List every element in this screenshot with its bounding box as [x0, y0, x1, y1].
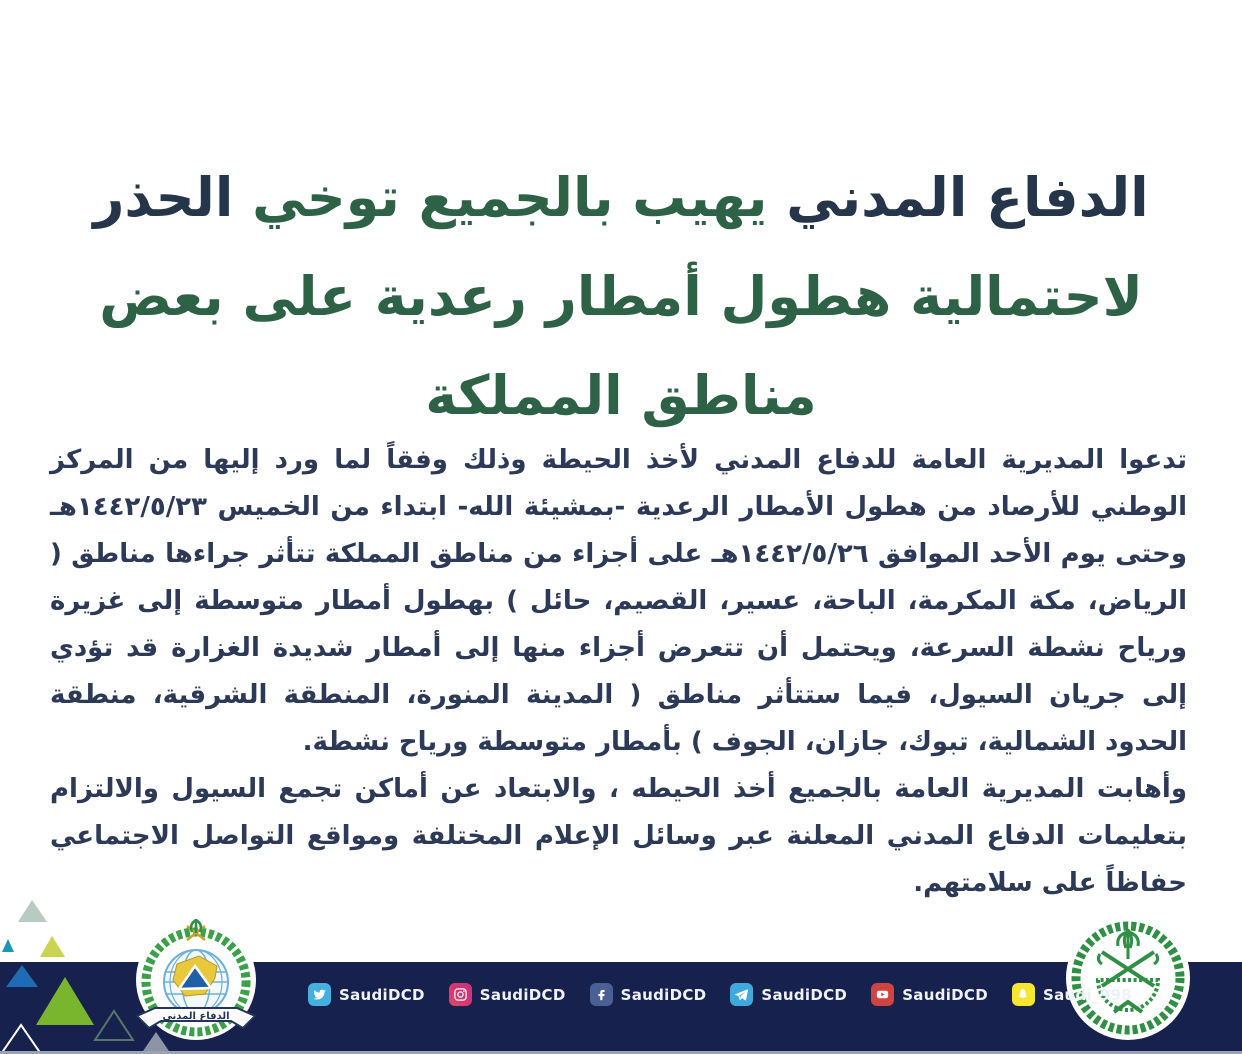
- social-item-facebook: [590, 983, 707, 1006]
- social-item-twitter: [308, 983, 425, 1006]
- social-handle: SaudiDCD: [479, 985, 566, 1004]
- ministry-of-interior-logo: [1062, 912, 1194, 1044]
- social-item-youtube: [871, 983, 988, 1006]
- snapchat-icon: [1012, 983, 1035, 1006]
- twitter-icon: [308, 983, 331, 1006]
- social-handle: Saudi_998: [1042, 985, 1132, 1004]
- social-handle: SaudiDCD: [761, 985, 848, 1004]
- ribbon-label: الدفاع المدني: [162, 1011, 230, 1022]
- title-line1-part1: الدفاع المدني: [786, 166, 1149, 229]
- title-line1-part2: يهيب بالجميع توخي: [252, 166, 768, 229]
- instagram-icon: [449, 983, 472, 1006]
- social-handle: SaudiDCD: [620, 985, 707, 1004]
- body-paragraph-2: وأهابت المديرية العامة بالجميع أخذ الحيطه ، والابتعاد عن أماكن تجمع السيول والالتزام بتعليمات الدفاع المدني المعلنة عبر وسائل الإعلام المختلفة ومواقع التواصل الاجتماعي حفاظاً على سلامتهم.: [50, 774, 1187, 898]
- title-line-1: [40, 148, 1202, 247]
- announcement-body: [50, 437, 1187, 907]
- page-title: [40, 148, 1202, 445]
- body-paragraph-1: تدعوا المديرية العامة للدفاع المدني لأخذ الحيطة وذلك وفقاً لما ورد إليها من المركز الوطني للأرصاد من هطول الأمطار الرعدية -بمشيئة الله- ابتداء من الخميس ١٤٤٢/٥/٢٣هـ وحتى يوم الأحد الموافق ١٤٤٢/٥/٢٦هـ على أجزاء من مناطق المملكة تتأثر جراءها مناطق ( الرياض، مكة المكرمة، الباحة، عسير، القصيم، حائل ) بهطول أمطار متوسطة إلى غزيرة ورياح نشطة السرعة، ويحتمل أن تتعرض أجزاء منها إلى أمطار شديدة الغزارة قد تؤدي إلى جريان السيول، فيما ستتأثر مناطق ( المدينة المنورة، المنطقة الشرقية، منطقة الحدود الشمالية، تبوك، جازان، الجوف ) بأمطار متوسطة ورياح نشطة.: [50, 445, 1188, 757]
- social-item-telegram: [730, 983, 847, 1006]
- title-line-2: لاحتمالية هطول أمطار رعدية على بعض: [99, 265, 1143, 328]
- facebook-icon: [590, 983, 613, 1006]
- title-line1-part3: الحذر: [93, 166, 234, 229]
- youtube-icon: [871, 983, 894, 1006]
- social-media-row: [308, 983, 1132, 1006]
- social-handle: SaudiDCD: [339, 985, 425, 1004]
- social-item-instagram: [449, 983, 566, 1006]
- civil-defense-logo: [121, 910, 271, 1054]
- telegram-icon: [730, 983, 753, 1006]
- title-line-3: مناطق المملكة: [425, 364, 817, 427]
- social-handle: SaudiDCD: [902, 985, 988, 1004]
- social-item-snapchat: [1012, 983, 1132, 1006]
